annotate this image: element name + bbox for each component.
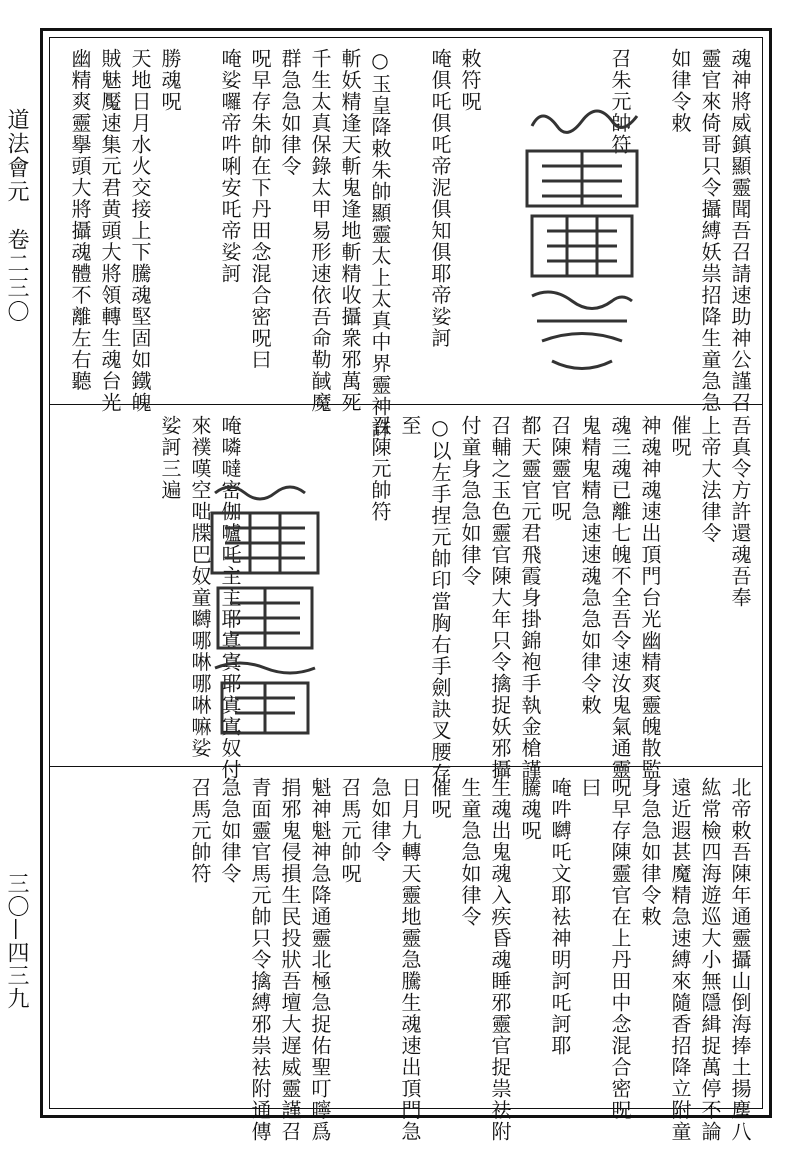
text-column: 催呪 [668, 415, 692, 458]
text-column: 急急如律令 [218, 777, 242, 885]
text-column: 催呪 [428, 777, 452, 820]
text-column: 遠近遐甚魔精急速縛來隨香招降立附童 [668, 777, 692, 1143]
running-head-title: 道法會元 卷二三〇 [4, 108, 29, 324]
text-column: 鬼精鬼精急速速魂急急如律令敕 [578, 415, 602, 716]
text-column: 日月九轉天靈地靈急騰生魂速出頂門急 [398, 777, 422, 1143]
text-column: 天地日月水火交接上下騰魂堅固如鐵魄 [128, 48, 152, 414]
text-column: 神魂神魂速出頂門台光幽精爽靈魄散監 [638, 415, 662, 781]
panel-2 [50, 404, 762, 785]
text-column: 北帝敕吾陳年通靈攝山倒海捧土揚塵八 [728, 777, 752, 1143]
text-column: 身急急如律令敕 [638, 777, 662, 928]
text-column: 如律令敕 [668, 48, 692, 134]
text-column: 召馬元帥呪 [338, 777, 362, 885]
text-column: 生魂出鬼魂入疾昏魂睡邪靈官捉祟祛附 [488, 777, 512, 1143]
text-column: 急如律令 [368, 777, 392, 863]
text-column: 騰魂呪 [518, 777, 542, 842]
text-column: 曰 [578, 777, 602, 799]
text-column: 召朱元帥符 [608, 48, 632, 156]
text-column: ○以左手捏元帥印當胸右手劍訣叉腰存 [428, 415, 452, 785]
page-number: 三〇—四三九 [4, 872, 29, 1010]
text-column: 敕符呪 [458, 48, 482, 113]
talisman-seal-chen [200, 473, 330, 753]
text-column: 呪早存朱帥在下丹田念混合密呪曰 [248, 48, 272, 371]
text-column: 上帝大法律令 [698, 415, 722, 544]
text-column: ○玉皇降敕朱帥顯靈太上太真中界靈神誅 [368, 48, 392, 439]
page-frame-inner [49, 37, 763, 1143]
talisman-seal-zhu [512, 96, 652, 386]
text-column: 生童急急如律令 [458, 777, 482, 928]
text-column: 斬妖精逢天斬鬼逢地斬精收攝衆邪萬死 [338, 48, 362, 414]
text-column: 唵娑囉帝吽唎安吒帝娑訶 [218, 48, 242, 285]
text-column: 召輔之玉色靈官陳大年只令擒捉妖邪攝 [488, 415, 512, 781]
text-column: 紘常檢四海遊巡大小無隱緝捉萬停不論 [698, 777, 722, 1143]
text-column: 唵吽嚩吒文耶袪神明訶吒訶耶 [548, 777, 572, 1057]
page-frame [40, 28, 772, 1143]
panel-3 [50, 766, 762, 1143]
text-column: 青面靈官馬元帥只令擒縛邪祟袪附通傳 [248, 777, 272, 1143]
text-column: 靈官來倚哥只令攝縛妖祟招降生童急急 [698, 48, 722, 414]
text-column: 召馬元帥符 [188, 777, 212, 885]
text-column: 千生太真保錄太甲易形速依吾命勒馘魔 [308, 48, 332, 414]
text-column: 付童身急急如律令 [458, 415, 482, 587]
text-column: 魂神將威鎮顯靈聞吾召請速助神公謹召 [728, 48, 752, 414]
text-column: 群急急如律令 [278, 48, 302, 177]
text-column: 召陳元帥符 [368, 415, 392, 523]
text-column: 娑訶三遍 [158, 415, 182, 501]
text-column: 至 [398, 415, 422, 437]
text-column: 魂三魂已離七魄不全吾令速汝鬼氣通靈 [608, 415, 632, 781]
text-column: 唵俱吒俱吒帝泥俱知俱耶帝娑訶 [428, 48, 452, 349]
text-column: 勝魂呪 [158, 48, 182, 113]
text-column: 來襆嘆空咄牒巴奴童嚩哪啉哪啉嘛娑 [188, 415, 212, 759]
text-column: 召陳靈官呪 [548, 415, 572, 523]
text-column: 都天靈官元君飛霞身掛錦袍手執金槍謹 [518, 415, 542, 781]
text-column: 賊魅魘速集元君黄頭大將領轉生魂台光 [98, 48, 122, 414]
text-column: 呪早存陳靈官在上丹田中念混合密呪 [608, 777, 632, 1121]
text-column: 魁神魁神急降通靈北極急捉佑聖叮嚀爲 [308, 777, 332, 1143]
text-column: 吾真令方許還魂吾奉 [728, 415, 752, 609]
text-column: 唵噒噠密伽嚧吒主主耶寘寘耶寘寘奴付 [218, 415, 242, 781]
text-column: 幽精爽靈擧頭大將攝魂體不離左右聽 [68, 48, 92, 392]
text-column: 捐邪鬼侵損生民投狀吾壇大遅威靈謹召 [278, 777, 302, 1143]
